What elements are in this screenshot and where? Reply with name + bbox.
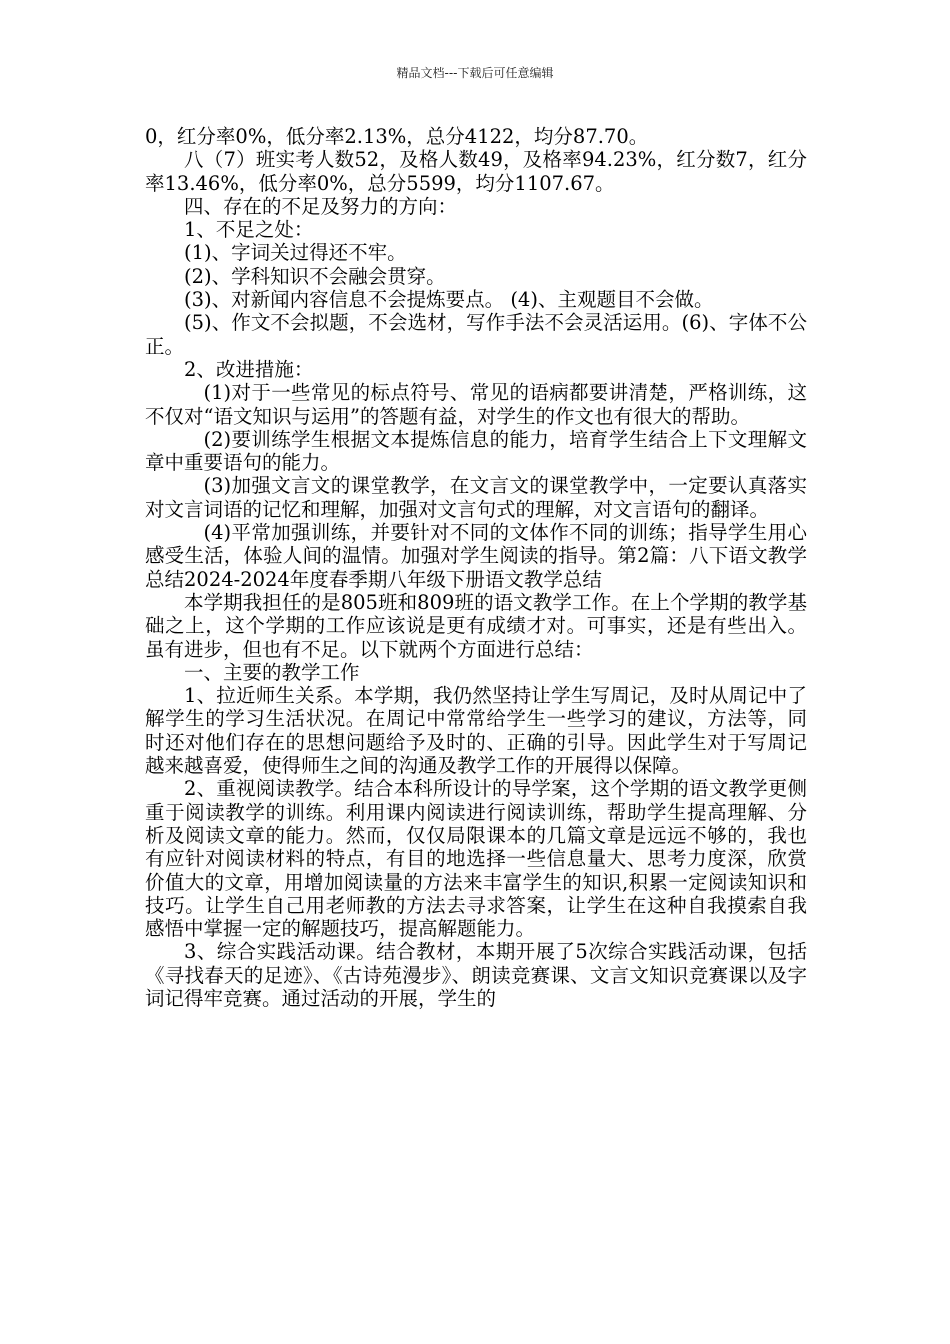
paragraph: 一、主要的教学工作 [184, 660, 360, 684]
paragraph: (2)要训练学生根据文本提炼信息的能力，培育学生结合上下文理解文章中重要语句的能力。 [145, 427, 807, 475]
paragraph: (5)、作文不会拟题，不会选材，写作手法不会灵活运用。(6)、字体不公正。 [145, 311, 807, 358]
paragraph: (4)平常加强训练，并要针对不同的文体作不同的训练；指导学生用心感受生活，体验人间的温情。加强对学生阅读的指导。第2篇：八下语文教学总结2024-2024年度春季期八年级下册语文教学总结 [145, 521, 807, 591]
paragraph: 3、综合实践活动课。结合教材，本期开展了5次综合实践活动课，包括《寻找春天的足迹》、《古诗苑漫步》、朗读竞赛课、文言文知识竞赛课以及字词记得牢竞赛。通过活动的开展，学生的 [145, 940, 807, 1010]
paragraph: (3)加强文言文的课堂教学，在文言文的课堂教学中，一定要认真落实对文言词语的记忆和理解，加强对文言句式的理解，对文言语句的翻译。 [145, 474, 807, 521]
paragraph: (1)、字词关过得还不牢。 [184, 241, 407, 265]
paragraph: 1、拉近师生关系。本学期，我仍然坚持让学生写周记，及时从周记中了解学生的学习生活状况。在周记中常常给学生一些学习的建议，方法等，同时还对他们存在的思想问题给予及时的、正确的引导。因此学生对于写周记越来越喜爱，使得师生之间的沟通及教学工作的开展得以保障。 [145, 684, 807, 778]
paragraph: (1)对于一些常见的标点符号、常见的语病都要讲清楚，严格训练，这不仅对“语文知识与运用”的答题有益，对学生的作文也有很大的帮助。 [145, 381, 807, 428]
paragraph: 本学期我担任的是805班和809班的语文教学工作。在上个学期的教学基础之上，这个学期的工作应该说是更有成绩才对。可事实，还是有些出入。虽有进步，但也有不足。以下就两个方面进行总结： [145, 590, 807, 661]
paragraph: 四、存在的不足及努力的方向： [184, 194, 458, 218]
paragraph: (2)、学科知识不会融会贯穿。 [184, 264, 446, 288]
document-body [145, 125, 807, 1010]
paragraph: 2、改进措施： [184, 357, 314, 381]
page-header: 精品文档---下载后可任意编辑 [396, 66, 554, 80]
paragraph: 2、重视阅读教学。结合本科所设计的导学案，这个学期的语文教学更侧重于阅读教学的训练。利用课内阅读进行阅读训练，帮助学生提高理解、分析及阅读文章的能力。然而，仅仅局限课本的几篇文章是远远不够的，我也有应针对阅读材料的特点，有目的地选择一些信息量大、思考力度深，欣赏价值大的文章，用增加阅读量的方法来丰富学生的知识,积累一定阅读知识和技巧。让学生自己用老师教的方法去寻求答案，让学生在这种自我摸索自我感悟中掌握一定的解题技巧，提高解题能力。 [145, 777, 807, 941]
paragraph: (3)、对新闻内容信息不会提炼要点。 (4)、主观题目不会做。 [184, 288, 714, 312]
paragraph: 0，红分率0%，低分率2.13%，总分4122，均分87.70。 [145, 125, 649, 148]
paragraph: 1、不足之处： [184, 218, 314, 242]
paragraph: 八（7）班实考人数52，及格人数49，及格率94.23%，红分数7，红分率13.46%，低分率0%，总分5599，均分1107.67。 [145, 148, 807, 195]
